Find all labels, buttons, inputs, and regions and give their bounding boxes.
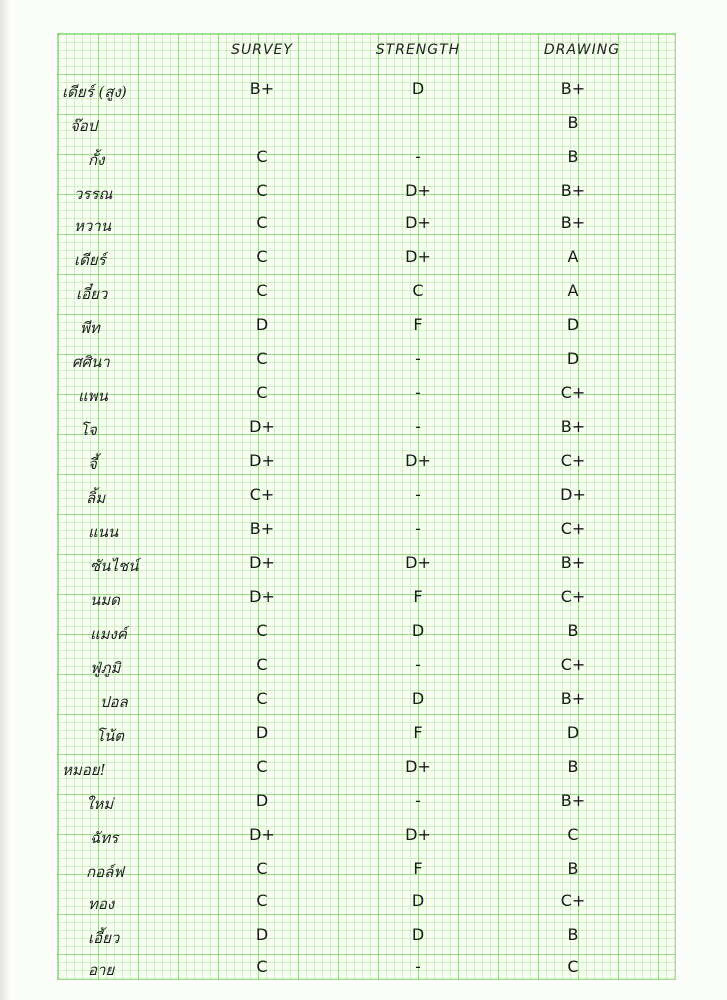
strength-grade: D+ (405, 451, 431, 470)
drawing-grade: B (567, 925, 579, 944)
table-row (0, 754, 727, 786)
drawing-grade: B (567, 113, 579, 132)
header-strength: STRENGTH (375, 42, 461, 58)
strength-grade: D+ (405, 213, 431, 232)
strength-grade: D+ (405, 825, 431, 844)
drawing-grade: C+ (560, 519, 586, 538)
drawing-grade: B+ (560, 181, 586, 200)
student-name: โจ (80, 421, 97, 439)
survey-grade: C (256, 349, 268, 368)
drawing-grade: C+ (560, 587, 586, 606)
student-name: กั้ง (88, 151, 105, 169)
strength-grade: D (411, 79, 425, 98)
table-row (0, 954, 727, 986)
survey-grade: C (256, 957, 268, 976)
drawing-grade: B+ (560, 417, 586, 436)
table-row (0, 516, 727, 548)
header-survey: SURVEY (231, 42, 293, 58)
table-row (0, 584, 727, 616)
survey-grade: C (256, 383, 268, 402)
survey-grade: B+ (249, 519, 275, 538)
student-name: ซันไชน์ (90, 557, 139, 575)
drawing-grade: D (566, 349, 580, 368)
strength-grade: F (413, 723, 423, 742)
student-name: พีท (80, 319, 100, 337)
survey-grade: C (256, 181, 268, 200)
table-row (0, 278, 727, 310)
student-name: แนน (88, 523, 119, 541)
student-name: ทอง (88, 895, 115, 913)
student-name: ลิ้ม (86, 489, 106, 507)
survey-grade: D+ (249, 825, 275, 844)
survey-grade: C (256, 213, 268, 232)
survey-grade: C (256, 247, 268, 266)
table-row (0, 346, 727, 378)
strength-grade: C (412, 281, 424, 300)
drawing-grade: C+ (560, 891, 586, 910)
table-row (0, 788, 727, 820)
drawing-grade: D (566, 723, 580, 742)
student-name: แมงค์ (90, 625, 127, 643)
drawing-grade: C (567, 957, 579, 976)
strength-grade: D+ (405, 553, 431, 572)
student-name: เอี๋ยว (76, 285, 108, 303)
table-row (0, 550, 727, 582)
student-name: หวาน (74, 217, 111, 235)
survey-grade: D (255, 791, 269, 810)
student-name: ใหม่ (86, 795, 114, 813)
table-row (0, 922, 727, 954)
drawing-grade: B (567, 621, 579, 640)
strength-grade: - (415, 147, 421, 166)
strength-grade: - (415, 519, 421, 538)
survey-grade: C (256, 621, 268, 640)
drawing-grade: B+ (560, 79, 586, 98)
table-row (0, 144, 727, 176)
student-name: เดียร์ (74, 251, 106, 269)
table-row (0, 888, 727, 920)
survey-grade: C (256, 281, 268, 300)
strength-grade: D+ (405, 757, 431, 776)
strength-grade: - (415, 791, 421, 810)
survey-grade: C (256, 757, 268, 776)
strength-grade: - (415, 349, 421, 368)
survey-grade: C (256, 859, 268, 878)
table-row (0, 210, 727, 242)
table-row (0, 312, 727, 344)
student-name: เอี้ยว (88, 929, 120, 947)
strength-grade: F (413, 587, 423, 606)
strength-grade: - (415, 383, 421, 402)
survey-grade: D (255, 925, 269, 944)
drawing-grade: B (567, 757, 579, 776)
student-name: เดียร์ (สูง) (62, 83, 127, 101)
student-name: อาย (88, 961, 115, 979)
strength-grade: D (411, 891, 425, 910)
drawing-grade: C+ (560, 655, 586, 674)
strength-grade: - (415, 655, 421, 674)
drawing-grade: C+ (560, 451, 586, 470)
student-name: จี้ (88, 455, 97, 473)
drawing-grade: C (567, 825, 579, 844)
student-name: ปอล (100, 693, 128, 711)
student-name: กอล์ฟ (86, 863, 124, 881)
table-row (0, 720, 727, 752)
drawing-grade: B+ (560, 213, 586, 232)
drawing-grade: A (567, 281, 579, 300)
table-row (0, 686, 727, 718)
drawing-grade: D+ (560, 485, 586, 504)
strength-grade: D (411, 621, 425, 640)
drawing-grade: C+ (560, 383, 586, 402)
table-row (0, 380, 727, 412)
table-row (0, 482, 727, 514)
strength-grade: F (413, 859, 423, 878)
survey-grade: C (256, 891, 268, 910)
student-name: จ๊อป (70, 117, 98, 135)
survey-grade: D+ (249, 587, 275, 606)
table-row (0, 448, 727, 480)
table-row (0, 822, 727, 854)
drawing-grade: B (567, 859, 579, 878)
student-name: แพน (78, 387, 108, 405)
drawing-grade: D (566, 315, 580, 334)
survey-grade: D+ (249, 417, 275, 436)
strength-grade: D (411, 689, 425, 708)
drawing-grade: B+ (560, 553, 586, 572)
strength-grade: F (413, 315, 423, 334)
drawing-grade: B (567, 147, 579, 166)
survey-grade: C (256, 147, 268, 166)
table-row (0, 244, 727, 276)
strength-grade: - (415, 417, 421, 436)
table-row (0, 414, 727, 446)
strength-grade: D+ (405, 181, 431, 200)
student-name: ศศินา (72, 353, 110, 371)
survey-grade: C (256, 689, 268, 708)
student-name: ฟู่ภูมิ (90, 659, 121, 677)
survey-grade: D (255, 723, 269, 742)
student-name: นมด (90, 591, 120, 609)
student-name: หมอย! (62, 761, 106, 779)
survey-grade: C (256, 655, 268, 674)
table-row (0, 652, 727, 684)
table-row (0, 110, 727, 142)
student-name: วรรณ (74, 185, 113, 203)
survey-grade: D (255, 315, 269, 334)
drawing-grade: B+ (560, 689, 586, 708)
student-name: โน้ต (96, 727, 125, 745)
table-row (0, 76, 727, 108)
strength-grade: - (415, 485, 421, 504)
header-drawing: DRAWING (543, 42, 621, 58)
survey-grade: B+ (249, 79, 275, 98)
drawing-grade: A (567, 247, 579, 266)
strength-grade: D (411, 925, 425, 944)
survey-grade: D+ (249, 451, 275, 470)
table-row (0, 178, 727, 210)
table-row (0, 856, 727, 888)
drawing-grade: B+ (560, 791, 586, 810)
student-name: ฉัทร (90, 829, 119, 847)
strength-grade: - (415, 957, 421, 976)
strength-grade: D+ (405, 247, 431, 266)
table-row (0, 618, 727, 650)
survey-grade: D+ (249, 553, 275, 572)
survey-grade: C+ (249, 485, 275, 504)
